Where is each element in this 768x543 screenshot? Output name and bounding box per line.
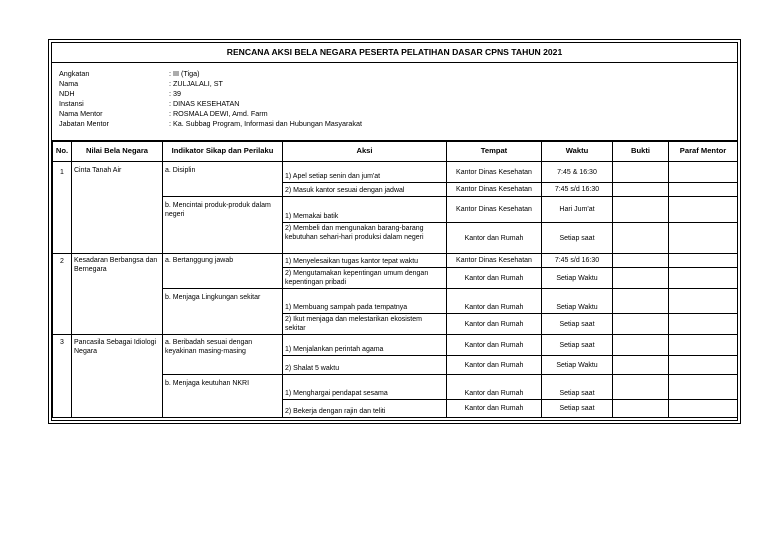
document-frame bbox=[48, 39, 741, 424]
paraf-cell bbox=[669, 335, 738, 356]
info-key: Jabatan Mentor bbox=[59, 119, 109, 128]
paraf-cell bbox=[669, 375, 738, 400]
document-title: RENCANA AKSI BELA NEGARA PESERTA PELATIHAN DASAR CPNS TAHUN 2021 bbox=[52, 43, 737, 63]
waktu-cell: Setiap saat bbox=[542, 375, 613, 400]
tempat-cell: Kantor dan Rumah bbox=[447, 223, 542, 254]
header-bukti: Bukti bbox=[613, 142, 669, 162]
waktu-cell: Setiap Waktu bbox=[542, 289, 613, 314]
aksi-cell: 1) Apel setiap senin dan jum'at bbox=[283, 162, 447, 183]
info-key: Angkatan bbox=[59, 69, 90, 78]
tempat-cell: Kantor Dinas Kesehatan bbox=[447, 254, 542, 268]
info-value: : ROSMALA DEWI, Amd. Farm bbox=[169, 109, 268, 118]
waktu-cell: Hari Jum'at bbox=[542, 197, 613, 223]
paraf-cell bbox=[669, 197, 738, 223]
info-key: NDH bbox=[59, 89, 75, 98]
bukti-cell bbox=[613, 356, 669, 375]
aksi-cell: 2) Masuk kantor sesuai dengan jadwal bbox=[283, 183, 447, 197]
info-key: Instansi bbox=[59, 99, 84, 108]
tempat-cell: Kantor dan Rumah bbox=[447, 335, 542, 356]
header-paraf: Paraf Mentor bbox=[669, 142, 738, 162]
paraf-cell bbox=[669, 254, 738, 268]
paraf-cell bbox=[669, 356, 738, 375]
info-key: Nama Mentor bbox=[59, 109, 103, 118]
header-waktu: Waktu bbox=[542, 142, 613, 162]
paraf-cell bbox=[669, 400, 738, 418]
paraf-cell bbox=[669, 314, 738, 335]
waktu-cell: 7:45 s/d 16:30 bbox=[542, 183, 613, 197]
bukti-cell bbox=[613, 223, 669, 254]
header-tempat: Tempat bbox=[447, 142, 542, 162]
indikator-cell: a. Disiplin bbox=[163, 162, 283, 197]
bukti-cell bbox=[613, 335, 669, 356]
indikator-cell: b. Menjaga Lingkungan sekitar bbox=[163, 289, 283, 335]
tempat-cell: Kantor dan Rumah bbox=[447, 268, 542, 289]
table-header-row bbox=[53, 142, 738, 162]
tempat-cell: Kantor dan Rumah bbox=[447, 375, 542, 400]
indikator-cell: a. Beribadah sesuai dengan keyakinan masing-masing bbox=[163, 335, 283, 375]
nilai-cell: Cinta Tanah Air bbox=[72, 162, 163, 254]
info-value: : ZULJALALI, ST bbox=[169, 79, 223, 88]
info-value: : Ka. Subbag Program, Informasi dan Hubungan Masyarakat bbox=[169, 119, 362, 128]
tempat-cell: Kantor Dinas Kesehatan bbox=[447, 183, 542, 197]
header-nilai: Nilai Bela Negara bbox=[72, 142, 163, 162]
bukti-cell bbox=[613, 314, 669, 335]
bukti-cell bbox=[613, 197, 669, 223]
waktu-cell: 7:45 & 16:30 bbox=[542, 162, 613, 183]
tempat-cell: Kantor dan Rumah bbox=[447, 356, 542, 375]
aksi-cell: 2) Shalat 5 waktu bbox=[283, 356, 447, 375]
waktu-cell: Setiap Waktu bbox=[542, 268, 613, 289]
paraf-cell bbox=[669, 162, 738, 183]
bukti-cell bbox=[613, 289, 669, 314]
tempat-cell: Kantor dan Rumah bbox=[447, 314, 542, 335]
indikator-cell: b. Menjaga keutuhan NKRI bbox=[163, 375, 283, 418]
info-section bbox=[52, 63, 737, 141]
document-inner-frame bbox=[51, 42, 738, 421]
info-key: Nama bbox=[59, 79, 79, 88]
action-plan-table bbox=[52, 141, 738, 418]
row-number: 3 bbox=[53, 335, 72, 418]
bukti-cell bbox=[613, 254, 669, 268]
paraf-cell bbox=[669, 289, 738, 314]
paraf-cell bbox=[669, 183, 738, 197]
indikator-cell: a. Bertanggung jawab bbox=[163, 254, 283, 289]
header-no: No. bbox=[53, 142, 72, 162]
table-row bbox=[53, 335, 738, 356]
aksi-cell: 2) Bekerja dengan rajin dan teliti bbox=[283, 400, 447, 418]
tempat-cell: Kantor Dinas Kesehatan bbox=[447, 197, 542, 223]
waktu-cell: Setiap Waktu bbox=[542, 356, 613, 375]
aksi-cell: 1) Membuang sampah pada tempatnya bbox=[283, 289, 447, 314]
waktu-cell: Setiap saat bbox=[542, 223, 613, 254]
info-value: : DINAS KESEHATAN bbox=[169, 99, 240, 108]
bukti-cell bbox=[613, 268, 669, 289]
paraf-cell bbox=[669, 223, 738, 254]
aksi-cell: 1) Menghargai pendapat sesama bbox=[283, 375, 447, 400]
tempat-cell: Kantor dan Rumah bbox=[447, 400, 542, 418]
waktu-cell: Setiap saat bbox=[542, 335, 613, 356]
header-aksi: Aksi bbox=[283, 142, 447, 162]
bukti-cell bbox=[613, 162, 669, 183]
bukti-cell bbox=[613, 400, 669, 418]
header-indikator: Indikator Sikap dan Perilaku bbox=[163, 142, 283, 162]
info-value: : 39 bbox=[169, 89, 181, 98]
paraf-cell bbox=[669, 268, 738, 289]
info-value: : III (Tiga) bbox=[169, 69, 200, 78]
tempat-cell: Kantor dan Rumah bbox=[447, 289, 542, 314]
aksi-cell: 2) Membeli dan mengunakan barang-barang kebutuhan sehari-hari produksi dalam negeri bbox=[283, 223, 447, 254]
waktu-cell: 7:45 s/d 16:30 bbox=[542, 254, 613, 268]
aksi-cell: 2) Ikut menjaga dan melestarikan ekosistem sekitar bbox=[283, 314, 447, 335]
indikator-cell: b. Mencintai produk-produk dalam negeri bbox=[163, 197, 283, 254]
table-row bbox=[53, 254, 738, 268]
row-number: 1 bbox=[53, 162, 72, 254]
aksi-cell: 1) Menjalankan perintah agama bbox=[283, 335, 447, 356]
bukti-cell bbox=[613, 375, 669, 400]
nilai-cell: Kesadaran Berbangsa dan Bernegara bbox=[72, 254, 163, 335]
row-number: 2 bbox=[53, 254, 72, 335]
waktu-cell: Setiap saat bbox=[542, 400, 613, 418]
waktu-cell: Setiap saat bbox=[542, 314, 613, 335]
bukti-cell bbox=[613, 183, 669, 197]
aksi-cell: 2) Mengutamakan kepentingan umum dengan kepentingan pribadi bbox=[283, 268, 447, 289]
table-row bbox=[53, 162, 738, 183]
nilai-cell: Pancasila Sebagai Idiologi Negara bbox=[72, 335, 163, 418]
aksi-cell: 1) Memakai batik bbox=[283, 197, 447, 223]
tempat-cell: Kantor Dinas Kesehatan bbox=[447, 162, 542, 183]
aksi-cell: 1) Menyelesaikan tugas kantor tepat waktu bbox=[283, 254, 447, 268]
